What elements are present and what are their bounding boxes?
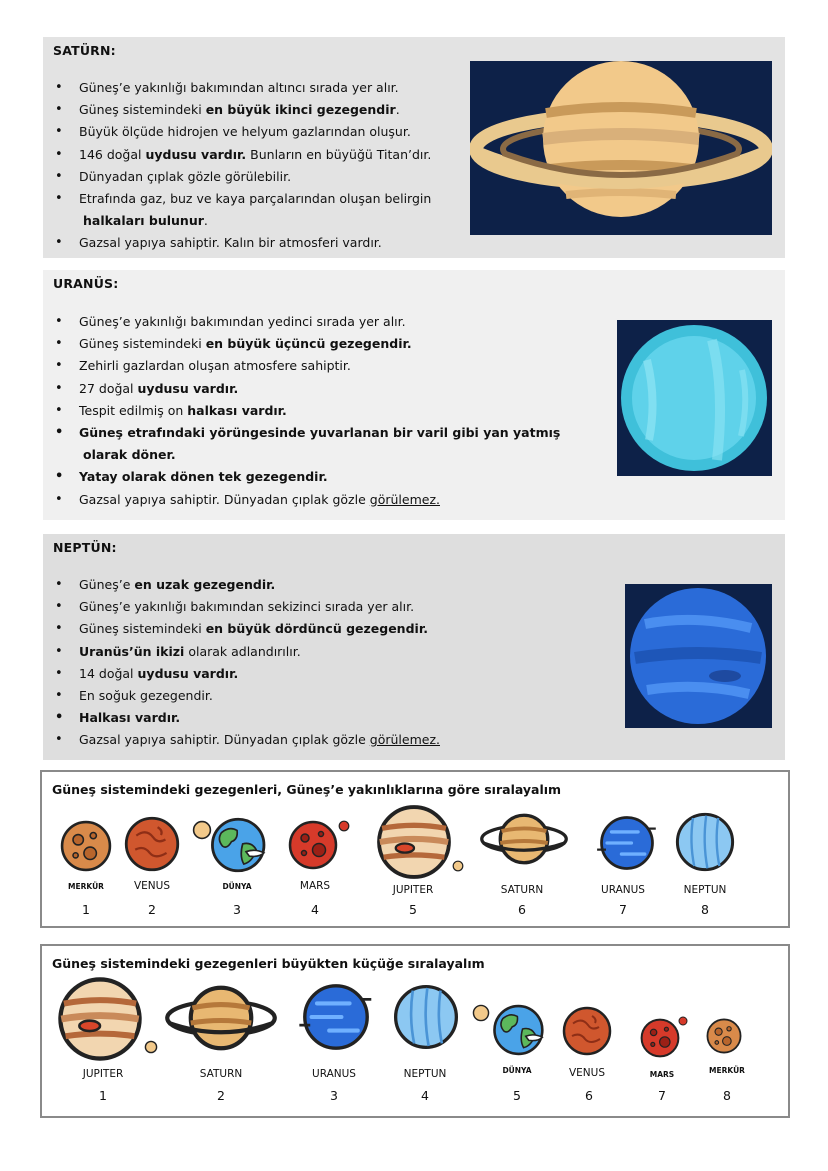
moon-icon [192, 820, 212, 840]
order-number: 5 [409, 902, 417, 917]
planet-label: NEPTUN [683, 884, 727, 896]
list-item: • Zehirli gazlardan oluşan atmosfere sahiptir. [55, 355, 560, 377]
moon-icon [452, 860, 464, 872]
saturn-title: SATÜRN: [53, 43, 116, 58]
neptune-facts [55, 574, 440, 752]
list-item: halkaları bulunur. [83, 213, 208, 229]
list-item: • Tespit edilmiş on halkası vardır. [55, 400, 560, 422]
earth-icon [490, 1004, 552, 1056]
neptune-icon [392, 984, 460, 1050]
planet-label: JUPITER [392, 884, 434, 896]
order-by-distance [40, 770, 790, 928]
order-number: 7 [619, 902, 627, 917]
planet-label: URANUS [312, 1068, 356, 1080]
list-item: • En soğuk gezegendir. [55, 685, 440, 707]
list-item: • Güneş’e yakınlığı bakımından yedinci sırada yer alır. [55, 311, 560, 333]
order-number: 1 [99, 1088, 107, 1103]
mars-icon [288, 820, 338, 870]
moon-icon [472, 1004, 490, 1022]
planet-label: NEPTUN [403, 1068, 447, 1080]
list-item: • Güneş etrafındaki yörüngesinde yuvarlanan bir varil gibi yan yatmış [55, 422, 560, 444]
list-item: • 146 doğal uydusu vardır. Bunların en büyüğü Titan’dır. [55, 144, 431, 166]
mars-icon [640, 1018, 680, 1058]
neptune-section [43, 534, 785, 760]
list-item: • Güneş sistemindeki en büyük ikinci gezegendir. [55, 99, 431, 121]
moon-icon [678, 1016, 688, 1026]
planet-label: SATURN [500, 884, 544, 896]
list-item: • Gazsal yapıya sahiptir. Kalın bir atmosferi vardır. [55, 232, 431, 254]
list-item: • Halkası vardır. [55, 707, 440, 729]
planet-label: DÜNYA [222, 882, 252, 891]
planet-label: MARS [299, 880, 331, 892]
saturn-facts [55, 77, 431, 255]
planet-label: MERKÜR [68, 882, 104, 891]
saturn-image [470, 61, 772, 235]
uranus-icon [298, 982, 374, 1052]
planet-label: JUPITER [82, 1068, 124, 1080]
order-number: 4 [421, 1088, 429, 1103]
order-number: 6 [518, 902, 526, 917]
neptune-image [625, 584, 772, 728]
uranus-title: URANÜS: [53, 276, 119, 291]
order-size-title: Güneş sistemindeki gezegenleri büyükten küçüğe sıralayalım [52, 956, 485, 971]
list-item: • Güneş sistemindeki en büyük dördüncü gezegendir. [55, 618, 440, 640]
planet-label: VENUS [133, 880, 171, 892]
neptune-icon [674, 812, 736, 872]
planet-label: SATURN [199, 1068, 243, 1080]
list-item: • Güneş’e yakınlığı bakımından sekizinci sırada yer alır. [55, 596, 440, 618]
list-item: • Güneş’e en uzak gezegendir. [55, 574, 440, 596]
order-number: 2 [148, 902, 156, 917]
uranus-section [43, 270, 785, 520]
list-item: • 27 doğal uydusu vardır. [55, 378, 560, 400]
list-item: • 14 doğal uydusu vardır. [55, 663, 440, 685]
list-item: • Büyük ölçüde hidrojen ve helyum gazlarından oluşur. [55, 121, 431, 143]
order-number: 6 [585, 1088, 593, 1103]
planet-label: DÜNYA [502, 1066, 532, 1075]
order-number: 3 [233, 902, 241, 917]
list-item: • Yatay olarak dönen tek gezegendir. [55, 466, 560, 488]
list-item: • Uranüs’ün ikizi olarak adlandırılır. [55, 641, 440, 663]
moon-icon [338, 820, 350, 832]
uranus-icon [596, 814, 658, 872]
planet-label: MARS [649, 1070, 675, 1079]
list-item: olarak döner. [83, 447, 176, 463]
order-number: 8 [701, 902, 709, 917]
jupiter-icon [52, 976, 148, 1062]
list-item: • Dünyadan çıplak gözle görülebilir. [55, 166, 431, 188]
order-number: 5 [513, 1088, 521, 1103]
mercury-icon [706, 1018, 742, 1054]
mercury-icon [60, 820, 112, 872]
order-number: 1 [82, 902, 90, 917]
venus-icon [124, 816, 180, 872]
order-number: 7 [658, 1088, 666, 1103]
saturn-section [43, 37, 785, 258]
order-number: 8 [723, 1088, 731, 1103]
list-item: • Gazsal yapıya sahiptir. Dünyadan çıplak gözle görülemez. [55, 489, 560, 511]
moon-icon [144, 1040, 158, 1054]
neptune-title: NEPTÜN: [53, 540, 117, 555]
planet-label: VENUS [568, 1067, 606, 1079]
list-item: • Güneş sistemindeki en büyük üçüncü gezegendir. [55, 333, 560, 355]
planet-label: MERKÜR [709, 1066, 745, 1075]
order-by-size [40, 944, 790, 1118]
list-item: • Etrafında gaz, buz ve kaya parçalarından oluşan belirgin [55, 188, 431, 210]
venus-icon [562, 1006, 612, 1056]
jupiter-icon [372, 804, 456, 880]
saturn-icon [474, 806, 574, 872]
list-item: • Gazsal yapıya sahiptir. Dünyadan çıplak gözle görülemez. [55, 729, 440, 751]
earth-icon [210, 817, 272, 873]
list-item: • Güneş’e yakınlığı bakımından altıncı sırada yer alır. [55, 77, 431, 99]
uranus-facts [55, 311, 560, 511]
planet-label: URANUS [601, 884, 645, 896]
saturn-icon [160, 976, 282, 1060]
order-number: 3 [330, 1088, 338, 1103]
order-number: 2 [217, 1088, 225, 1103]
uranus-image [617, 320, 772, 476]
order-distance-title: Güneş sistemindeki gezegenleri, Güneş’e yakınlıklarına göre sıralayalım [52, 782, 562, 797]
order-number: 4 [311, 902, 319, 917]
